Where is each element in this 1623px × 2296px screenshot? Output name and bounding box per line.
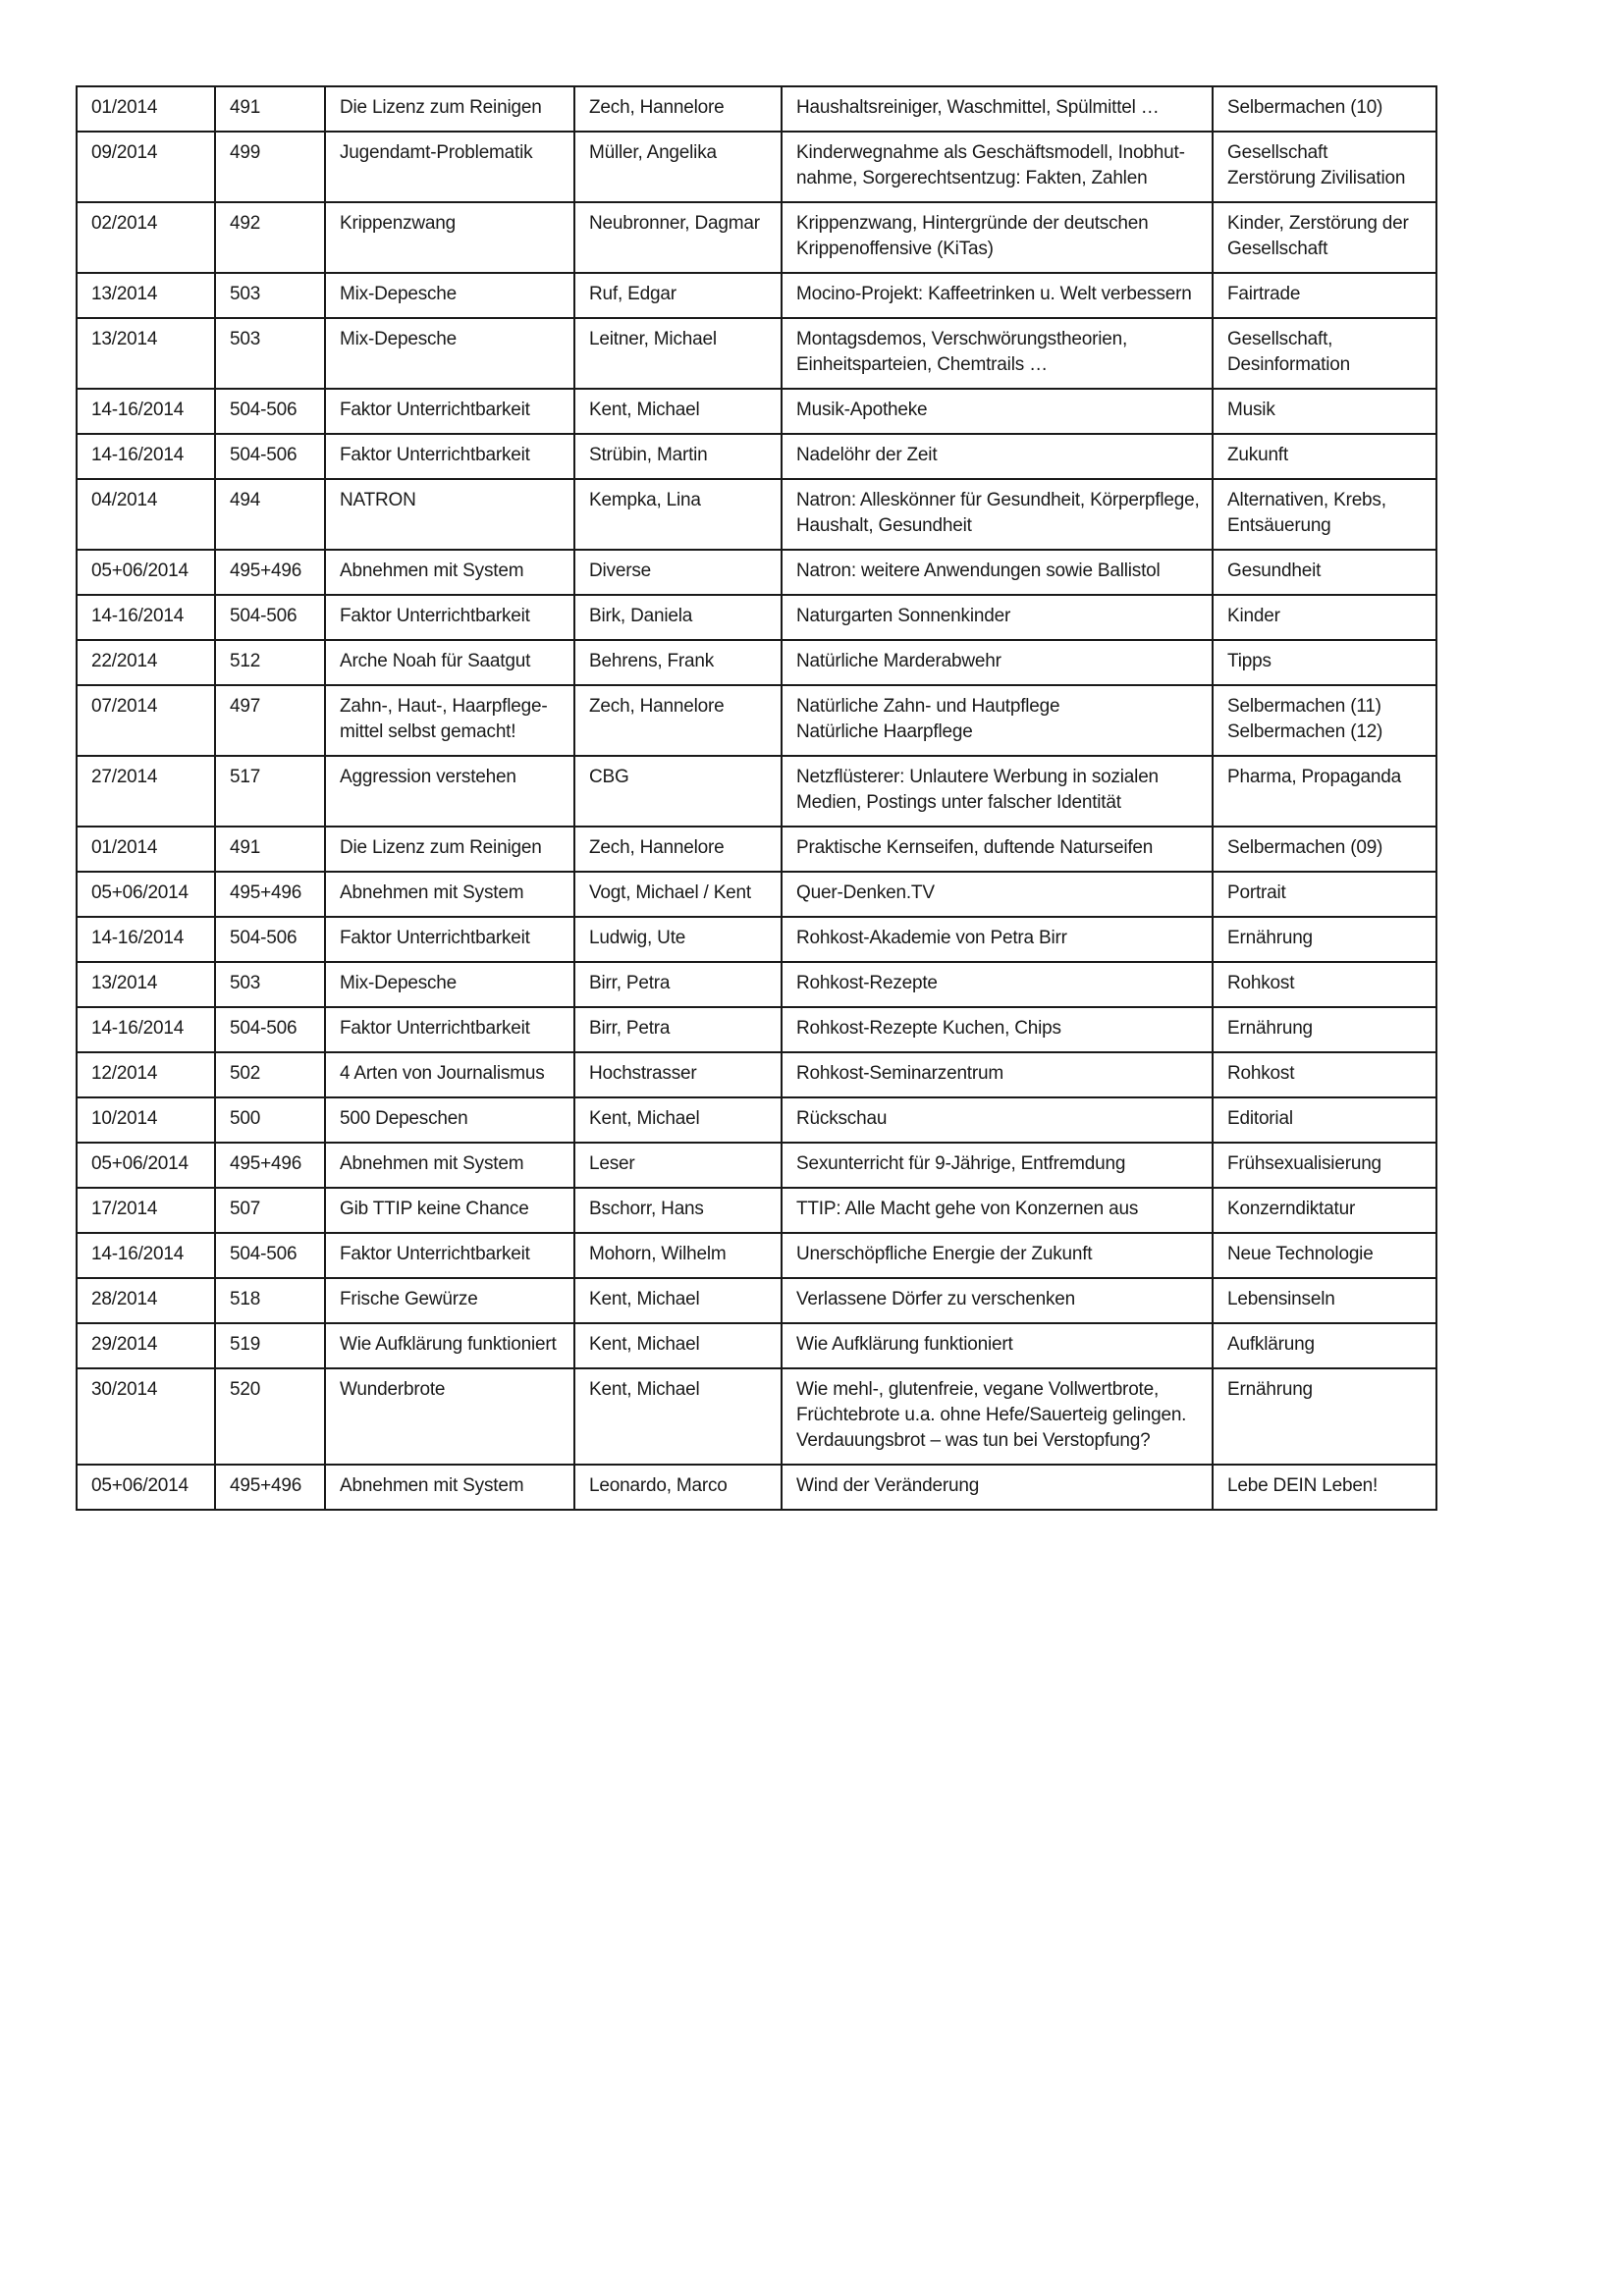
issue-cell: 22/2014 xyxy=(77,640,215,685)
issue-cell: 17/2014 xyxy=(77,1188,215,1233)
issue-number-cell: 504-506 xyxy=(215,1007,325,1052)
table-body xyxy=(77,86,1436,1510)
author-cell: Leser xyxy=(574,1143,782,1188)
author-cell: Strübin, Martin xyxy=(574,434,782,479)
issue-cell: 10/2014 xyxy=(77,1097,215,1143)
category-cell: Lebe DEIN Leben! xyxy=(1213,1465,1436,1510)
category-cell: Frühsexualisierung xyxy=(1213,1143,1436,1188)
issue-cell: 14-16/2014 xyxy=(77,434,215,479)
issue-cell: 05+06/2014 xyxy=(77,1143,215,1188)
table-row xyxy=(77,389,1436,434)
issue-number-cell: 503 xyxy=(215,318,325,389)
topic-cell: Rohkost-Rezepte xyxy=(782,962,1213,1007)
issue-cell: 07/2014 xyxy=(77,685,215,756)
table-row xyxy=(77,917,1436,962)
author-cell: Neubronner, Dagmar xyxy=(574,202,782,273)
issue-title-cell: Faktor Unterrichtbarkeit xyxy=(325,917,574,962)
issue-title-cell: Faktor Unterrichtbarkeit xyxy=(325,434,574,479)
issue-title-cell: Gib TTIP keine Chance xyxy=(325,1188,574,1233)
issue-number-cell: 504-506 xyxy=(215,389,325,434)
issue-number-cell: 504-506 xyxy=(215,434,325,479)
table-row xyxy=(77,318,1436,389)
issue-title-cell: Frische Gewürze xyxy=(325,1278,574,1323)
author-cell: Behrens, Frank xyxy=(574,640,782,685)
issue-cell: 02/2014 xyxy=(77,202,215,273)
author-cell: Birr, Petra xyxy=(574,962,782,1007)
category-cell: Fairtrade xyxy=(1213,273,1436,318)
issue-cell: 14-16/2014 xyxy=(77,1007,215,1052)
author-cell: Zech, Hannelore xyxy=(574,685,782,756)
topic-cell: Praktische Kernseifen, duftende Naturseifen xyxy=(782,827,1213,872)
topic-cell: Rohkost-Seminarzentrum xyxy=(782,1052,1213,1097)
topic-cell: Musik-Apotheke xyxy=(782,389,1213,434)
issue-cell: 13/2014 xyxy=(77,318,215,389)
issue-title-cell: Wunderbrote xyxy=(325,1368,574,1465)
topic-cell: Rohkost-Akademie von Petra Birr xyxy=(782,917,1213,962)
topic-cell: Naturgarten Sonnenkinder xyxy=(782,595,1213,640)
issue-number-cell: 502 xyxy=(215,1052,325,1097)
table-row xyxy=(77,1278,1436,1323)
topic-cell: TTIP: Alle Macht gehe von Konzernen aus xyxy=(782,1188,1213,1233)
author-cell: Kent, Michael xyxy=(574,389,782,434)
category-cell: Tipps xyxy=(1213,640,1436,685)
issue-number-cell: 491 xyxy=(215,86,325,132)
issue-cell: 14-16/2014 xyxy=(77,917,215,962)
issue-number-cell: 518 xyxy=(215,1278,325,1323)
issue-cell: 29/2014 xyxy=(77,1323,215,1368)
issue-title-cell: Mix-Depesche xyxy=(325,962,574,1007)
table-row xyxy=(77,827,1436,872)
issue-number-cell: 500 xyxy=(215,1097,325,1143)
topic-cell: Quer-Denken.TV xyxy=(782,872,1213,917)
issue-cell: 01/2014 xyxy=(77,86,215,132)
issue-title-cell: 4 Arten von Journalismus xyxy=(325,1052,574,1097)
table-row xyxy=(77,1233,1436,1278)
issue-cell: 14-16/2014 xyxy=(77,1233,215,1278)
issue-cell: 30/2014 xyxy=(77,1368,215,1465)
table-row xyxy=(77,685,1436,756)
topic-cell: Nadelöhr der Zeit xyxy=(782,434,1213,479)
issue-title-cell: Aggression verstehen xyxy=(325,756,574,827)
category-cell: Rohkost xyxy=(1213,962,1436,1007)
table-row xyxy=(77,434,1436,479)
issue-number-cell: 495+496 xyxy=(215,1143,325,1188)
issue-title-cell: Jugendamt-Problematik xyxy=(325,132,574,202)
issue-number-cell: 504-506 xyxy=(215,1233,325,1278)
category-cell: Neue Technologie xyxy=(1213,1233,1436,1278)
category-cell: Ernährung xyxy=(1213,917,1436,962)
author-cell: Hochstrasser xyxy=(574,1052,782,1097)
issue-number-cell: 492 xyxy=(215,202,325,273)
author-cell: Kent, Michael xyxy=(574,1097,782,1143)
topic-cell: Natürliche Marderabwehr xyxy=(782,640,1213,685)
issue-number-cell: 499 xyxy=(215,132,325,202)
issue-title-cell: Krippenzwang xyxy=(325,202,574,273)
issue-number-cell: 504-506 xyxy=(215,917,325,962)
table-row xyxy=(77,1052,1436,1097)
category-cell: Musik xyxy=(1213,389,1436,434)
issue-number-cell: 512 xyxy=(215,640,325,685)
issue-cell: 04/2014 xyxy=(77,479,215,550)
topic-cell: Montagsdemos, Verschwörungstheorien, Einheitsparteien, Chemtrails … xyxy=(782,318,1213,389)
issue-cell: 05+06/2014 xyxy=(77,872,215,917)
topic-cell: Krippenzwang, Hintergründe der deutschen Krippenoffensive (KiTas) xyxy=(782,202,1213,273)
category-cell: Kinder xyxy=(1213,595,1436,640)
table-row xyxy=(77,550,1436,595)
table-row xyxy=(77,872,1436,917)
issue-cell: 12/2014 xyxy=(77,1052,215,1097)
category-cell: Selbermachen (10) xyxy=(1213,86,1436,132)
issue-cell: 05+06/2014 xyxy=(77,1465,215,1510)
topic-cell: Natron: weitere Anwendungen sowie Ballistol xyxy=(782,550,1213,595)
issue-cell: 09/2014 xyxy=(77,132,215,202)
table-row xyxy=(77,1188,1436,1233)
issue-number-cell: 520 xyxy=(215,1368,325,1465)
table-row xyxy=(77,1465,1436,1510)
author-cell: Birk, Daniela xyxy=(574,595,782,640)
issue-title-cell: Faktor Unterrichtbarkeit xyxy=(325,1233,574,1278)
issue-title-cell: 500 Depeschen xyxy=(325,1097,574,1143)
issue-number-cell: 503 xyxy=(215,273,325,318)
issue-title-cell: Abnehmen mit System xyxy=(325,550,574,595)
topic-cell: Rohkost-Rezepte Kuchen, Chips xyxy=(782,1007,1213,1052)
author-cell: Birr, Petra xyxy=(574,1007,782,1052)
table-row xyxy=(77,86,1436,132)
topic-cell: Wie mehl-, glutenfreie, vegane Vollwertbrote, Früchtebrote u.a. ohne Hefe/Sauerteig gelingen. Verdauungsbrot – was tun bei Verstopfung? xyxy=(782,1368,1213,1465)
issue-title-cell: Faktor Unterrichtbarkeit xyxy=(325,389,574,434)
category-cell: Alternativen, Krebs, Entsäuerung xyxy=(1213,479,1436,550)
issue-cell: 13/2014 xyxy=(77,962,215,1007)
topic-cell: Rückschau xyxy=(782,1097,1213,1143)
issue-cell: 14-16/2014 xyxy=(77,595,215,640)
issue-number-cell: 517 xyxy=(215,756,325,827)
author-cell: Kent, Michael xyxy=(574,1323,782,1368)
issue-title-cell: Mix-Depesche xyxy=(325,273,574,318)
category-cell: Gesellschaft, Desinformation xyxy=(1213,318,1436,389)
table-row xyxy=(77,962,1436,1007)
issue-number-cell: 495+496 xyxy=(215,550,325,595)
author-cell: Zech, Hannelore xyxy=(574,827,782,872)
topic-cell: Natürliche Zahn- und Hautpflege Natürliche Haarpflege xyxy=(782,685,1213,756)
author-cell: Ludwig, Ute xyxy=(574,917,782,962)
issue-number-cell: 519 xyxy=(215,1323,325,1368)
topic-cell: Sexunterricht für 9-Jährige, Entfremdung xyxy=(782,1143,1213,1188)
topic-cell: Natron: Alleskönner für Gesundheit, Körperpflege, Haushalt, Gesundheit xyxy=(782,479,1213,550)
table-row xyxy=(77,640,1436,685)
issue-cell: 01/2014 xyxy=(77,827,215,872)
topic-cell: Wind der Veränderung xyxy=(782,1465,1213,1510)
table-row xyxy=(77,1143,1436,1188)
category-cell: Ernährung xyxy=(1213,1007,1436,1052)
category-cell: Aufklärung xyxy=(1213,1323,1436,1368)
author-cell: Kempka, Lina xyxy=(574,479,782,550)
topic-cell: Kinderwegnahme als Geschäftsmodell, Inobhut- nahme, Sorgerechtsentzug: Fakten, Zahlen xyxy=(782,132,1213,202)
topic-cell: Haushaltsreiniger, Waschmittel, Spülmittel … xyxy=(782,86,1213,132)
issue-title-cell: Arche Noah für Saatgut xyxy=(325,640,574,685)
author-cell: Bschorr, Hans xyxy=(574,1188,782,1233)
table-row xyxy=(77,273,1436,318)
category-cell: Gesundheit xyxy=(1213,550,1436,595)
issue-number-cell: 495+496 xyxy=(215,872,325,917)
author-cell: Diverse xyxy=(574,550,782,595)
table-row xyxy=(77,132,1436,202)
topic-cell: Wie Aufklärung funktioniert xyxy=(782,1323,1213,1368)
issue-number-cell: 494 xyxy=(215,479,325,550)
category-cell: Editorial xyxy=(1213,1097,1436,1143)
issue-title-cell: Wie Aufklärung funktioniert xyxy=(325,1323,574,1368)
issue-title-cell: Abnehmen mit System xyxy=(325,1143,574,1188)
table-row xyxy=(77,202,1436,273)
author-cell: Müller, Angelika xyxy=(574,132,782,202)
author-cell: Zech, Hannelore xyxy=(574,86,782,132)
topic-cell: Mocino-Projekt: Kaffeetrinken u. Welt verbessern xyxy=(782,273,1213,318)
table-row xyxy=(77,1097,1436,1143)
author-cell: Mohorn, Wilhelm xyxy=(574,1233,782,1278)
issue-number-cell: 503 xyxy=(215,962,325,1007)
category-cell: Selbermachen (11) Selbermachen (12) xyxy=(1213,685,1436,756)
category-cell: Kinder, Zerstörung der Gesellschaft xyxy=(1213,202,1436,273)
table-row xyxy=(77,756,1436,827)
issue-title-cell: Faktor Unterrichtbarkeit xyxy=(325,1007,574,1052)
issue-cell: 27/2014 xyxy=(77,756,215,827)
table-row xyxy=(77,1007,1436,1052)
issue-title-cell: Die Lizenz zum Reinigen xyxy=(325,827,574,872)
issue-title-cell: Zahn-, Haut-, Haarpflege- mittel selbst gemacht! xyxy=(325,685,574,756)
topic-cell: Verlassene Dörfer zu verschenken xyxy=(782,1278,1213,1323)
issue-number-cell: 504-506 xyxy=(215,595,325,640)
category-cell: Ernährung xyxy=(1213,1368,1436,1465)
issue-title-cell: Die Lizenz zum Reinigen xyxy=(325,86,574,132)
issue-cell: 13/2014 xyxy=(77,273,215,318)
issue-number-cell: 495+496 xyxy=(215,1465,325,1510)
issue-title-cell: NATRON xyxy=(325,479,574,550)
issue-cell: 05+06/2014 xyxy=(77,550,215,595)
category-cell: Portrait xyxy=(1213,872,1436,917)
issue-cell: 28/2014 xyxy=(77,1278,215,1323)
category-cell: Rohkost xyxy=(1213,1052,1436,1097)
category-cell: Zukunft xyxy=(1213,434,1436,479)
table-row xyxy=(77,1368,1436,1465)
issue-title-cell: Abnehmen mit System xyxy=(325,1465,574,1510)
category-cell: Selbermachen (09) xyxy=(1213,827,1436,872)
issue-number-cell: 507 xyxy=(215,1188,325,1233)
category-cell: Gesellschaft Zerstörung Zivilisation xyxy=(1213,132,1436,202)
table-row xyxy=(77,595,1436,640)
table-row xyxy=(77,1323,1436,1368)
category-cell: Konzerndiktatur xyxy=(1213,1188,1436,1233)
author-cell: Vogt, Michael / Kent xyxy=(574,872,782,917)
table-row xyxy=(77,479,1436,550)
topic-cell: Unerschöpfliche Energie der Zukunft xyxy=(782,1233,1213,1278)
author-cell: Ruf, Edgar xyxy=(574,273,782,318)
issue-title-cell: Abnehmen mit System xyxy=(325,872,574,917)
author-cell: Leonardo, Marco xyxy=(574,1465,782,1510)
article-index-table xyxy=(76,85,1437,1511)
issue-cell: 14-16/2014 xyxy=(77,389,215,434)
issue-number-cell: 497 xyxy=(215,685,325,756)
author-cell: CBG xyxy=(574,756,782,827)
issue-number-cell: 491 xyxy=(215,827,325,872)
author-cell: Kent, Michael xyxy=(574,1368,782,1465)
category-cell: Lebensinseln xyxy=(1213,1278,1436,1323)
author-cell: Kent, Michael xyxy=(574,1278,782,1323)
author-cell: Leitner, Michael xyxy=(574,318,782,389)
topic-cell: Netzflüsterer: Unlautere Werbung in sozialen Medien, Postings unter falscher Identität xyxy=(782,756,1213,827)
issue-title-cell: Mix-Depesche xyxy=(325,318,574,389)
category-cell: Pharma, Propaganda xyxy=(1213,756,1436,827)
issue-title-cell: Faktor Unterrichtbarkeit xyxy=(325,595,574,640)
